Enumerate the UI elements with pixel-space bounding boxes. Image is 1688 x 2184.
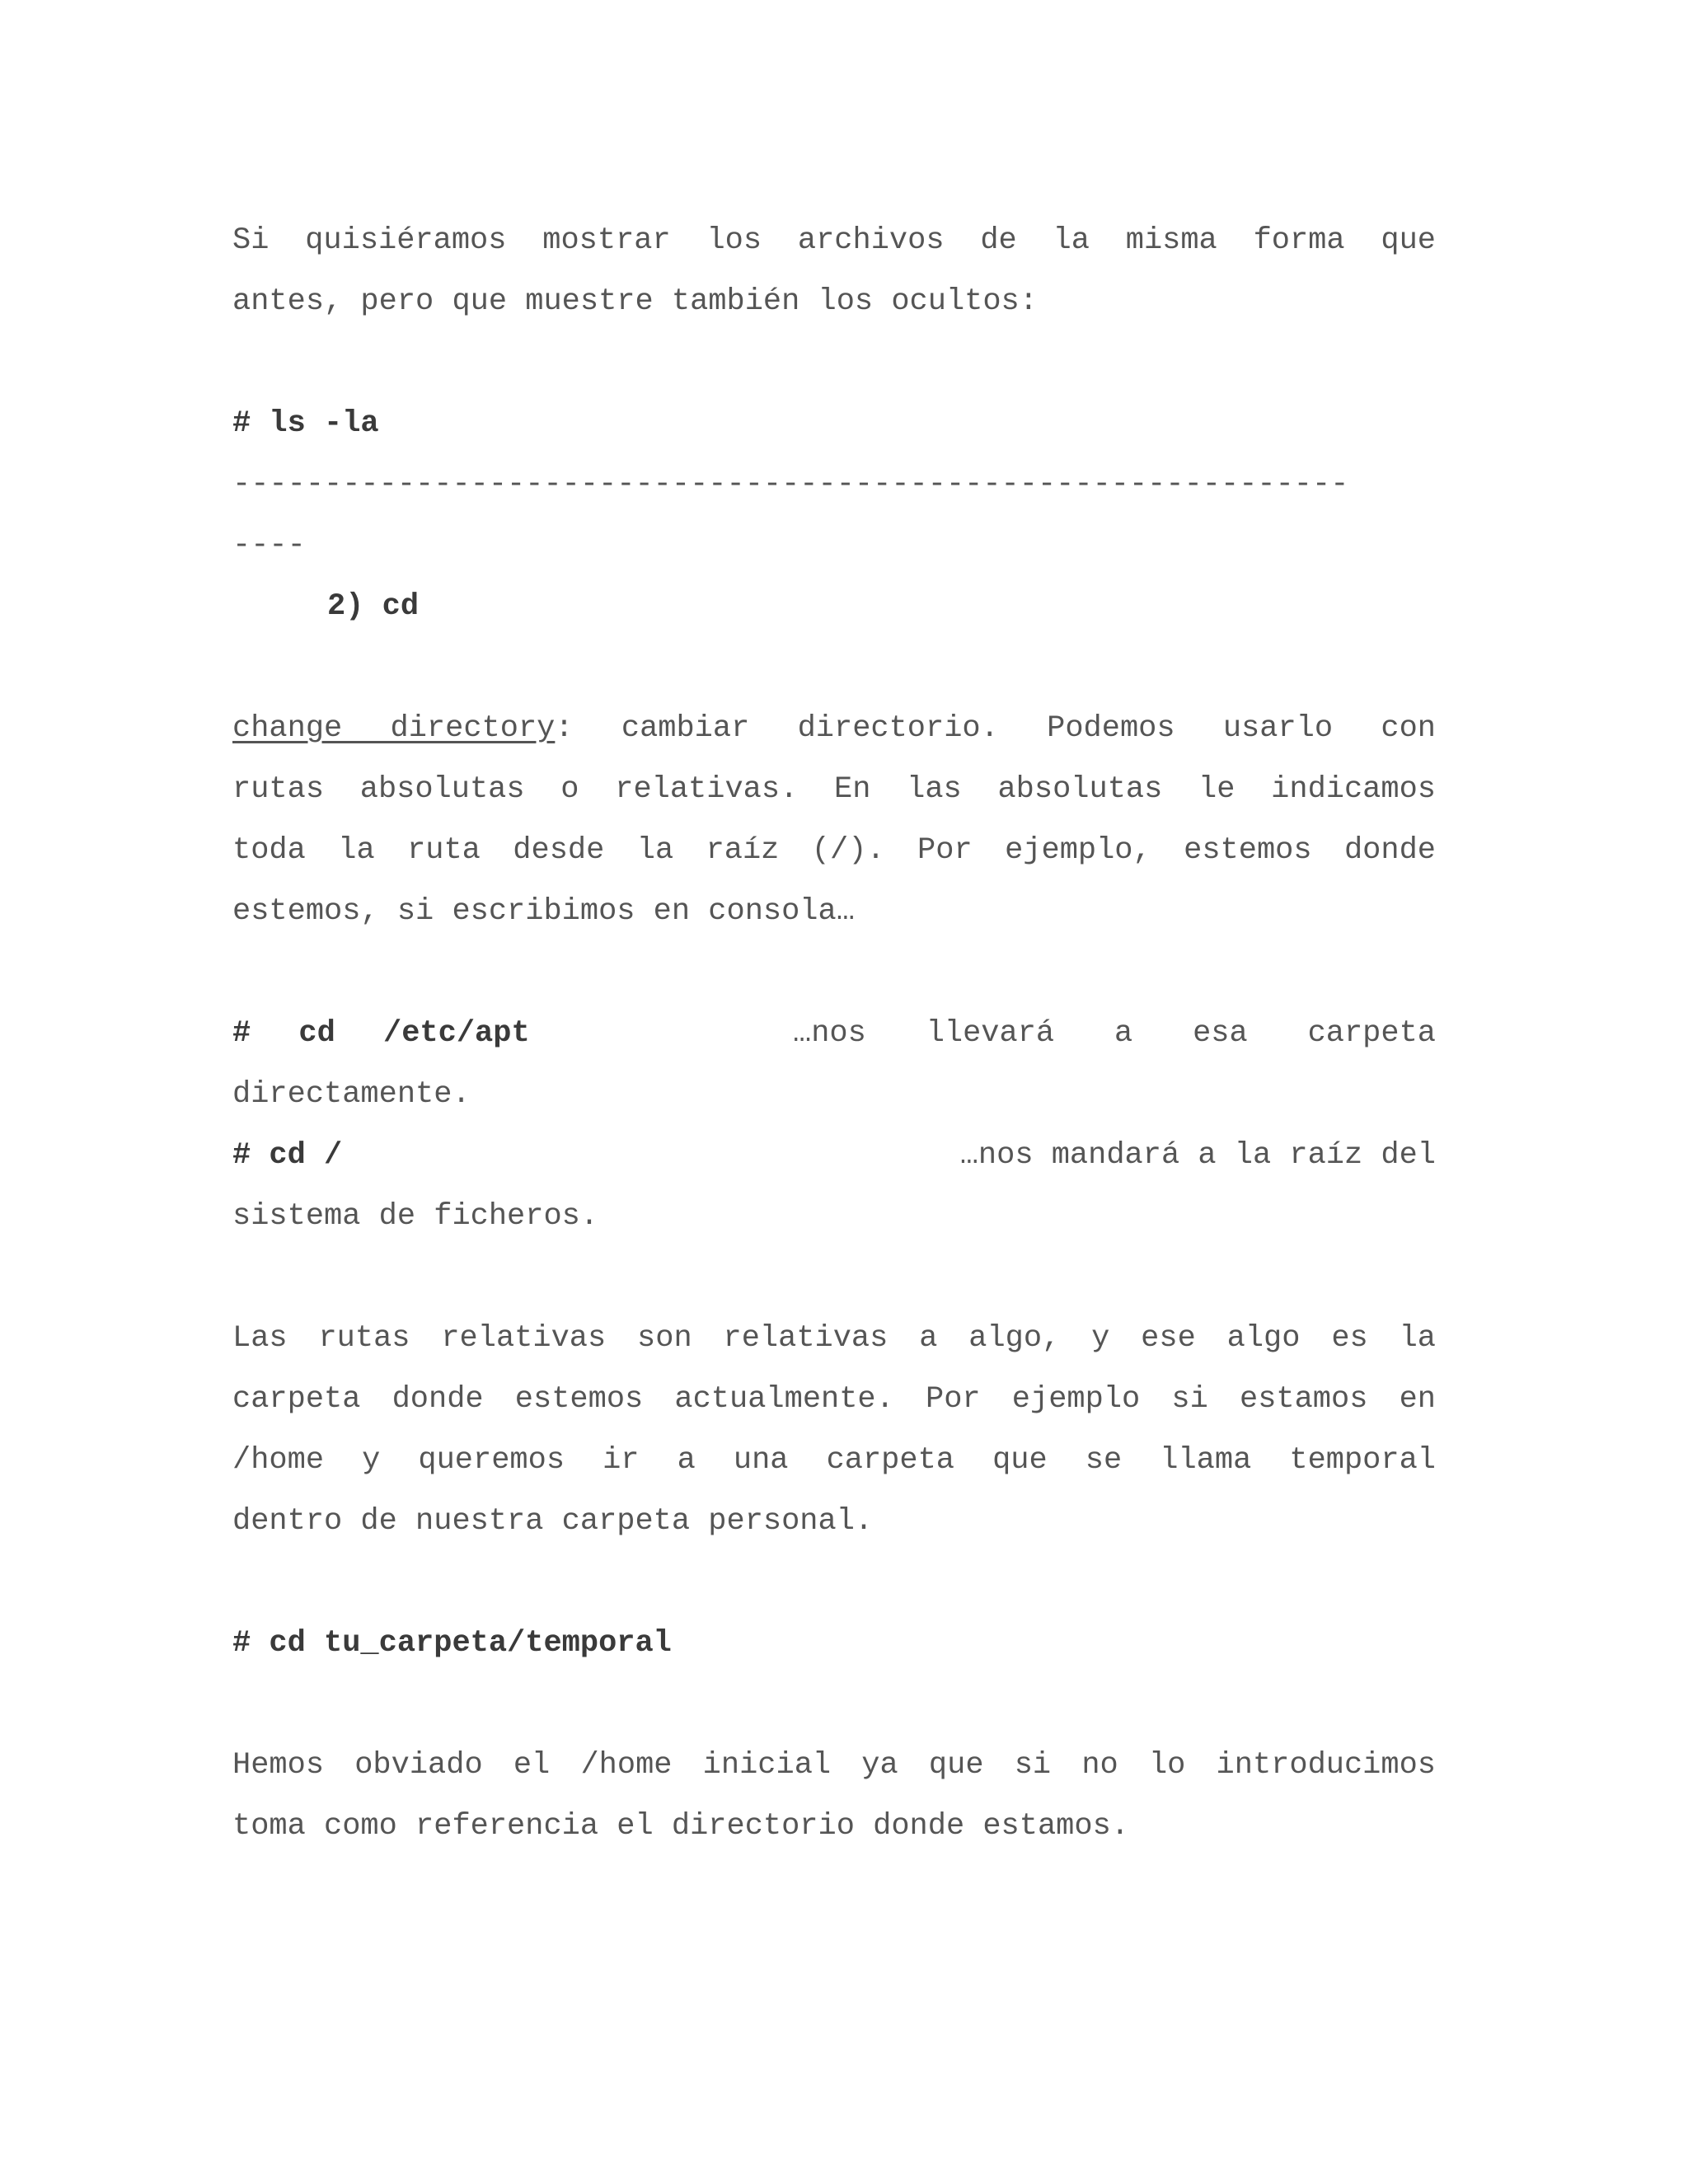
paragraph-line: rutas absolutas o relativas. En las absolutas le indicamos: [232, 772, 1436, 807]
term-change-directory: change directory: [232, 711, 556, 746]
paragraph-line: Hemos obviado el /home inicial ya que si no lo introducimos: [232, 1748, 1436, 1783]
spacer: [232, 942, 1436, 1003]
paragraph-line: Si quisiéramos mostrar los archivos de la misma forma que: [232, 223, 1436, 258]
command-description: …nos mandará a la raíz del: [959, 1138, 1436, 1173]
command-description-cont: sistema de ficheros.: [232, 1199, 599, 1234]
section-heading: [232, 576, 1436, 637]
command-ls: # ls -la: [232, 406, 379, 441]
spacer: [232, 1674, 1436, 1735]
paragraph-line: estemos, si escribimos en consola…: [232, 894, 855, 929]
example-cd-root: [232, 1125, 1436, 1186]
paragraph-line: toma como referencia el directorio donde estamos.: [232, 1809, 1129, 1844]
paragraph-line: /home y queremos ir a una carpeta que se llama temporal: [232, 1443, 1436, 1478]
paragraph-line: antes, pero que muestre también los ocultos:: [232, 284, 1038, 319]
command-cd-etc-apt: # cd /etc/apt: [232, 1016, 530, 1051]
example-cd-etc-apt: [232, 1003, 1436, 1064]
spacer: [232, 637, 1436, 698]
document-page: [232, 210, 1436, 1857]
paragraph-line: [232, 698, 1436, 759]
spacer: [232, 1247, 1436, 1308]
spacer: [232, 1552, 1436, 1613]
section-title: cd: [382, 589, 420, 624]
command-cd-root: # cd /: [232, 1138, 343, 1173]
command-description-cont: directamente.: [232, 1077, 471, 1112]
term-definition: : cambiar directorio. Podemos usarlo con: [555, 711, 1436, 746]
divider-line: -------------------------------------------------------------: [232, 467, 1349, 502]
divider-line-wrap: ----: [232, 528, 306, 563]
paragraph-line: Las rutas relativas son relativas a algo, y ese algo es la: [232, 1321, 1436, 1356]
command-cd-relative: # cd tu_carpeta/temporal: [232, 1626, 672, 1661]
spacer: [232, 332, 1436, 393]
paragraph-line: toda la ruta desde la raíz (/). Por ejemplo, estemos donde: [232, 833, 1436, 868]
paragraph-line: carpeta donde estemos actualmente. Por ejemplo si estamos en: [232, 1382, 1436, 1417]
section-number: 2): [327, 589, 364, 624]
paragraph-line: dentro de nuestra carpeta personal.: [232, 1504, 874, 1539]
command-description: …nos llevará a esa carpeta: [793, 1016, 1436, 1051]
